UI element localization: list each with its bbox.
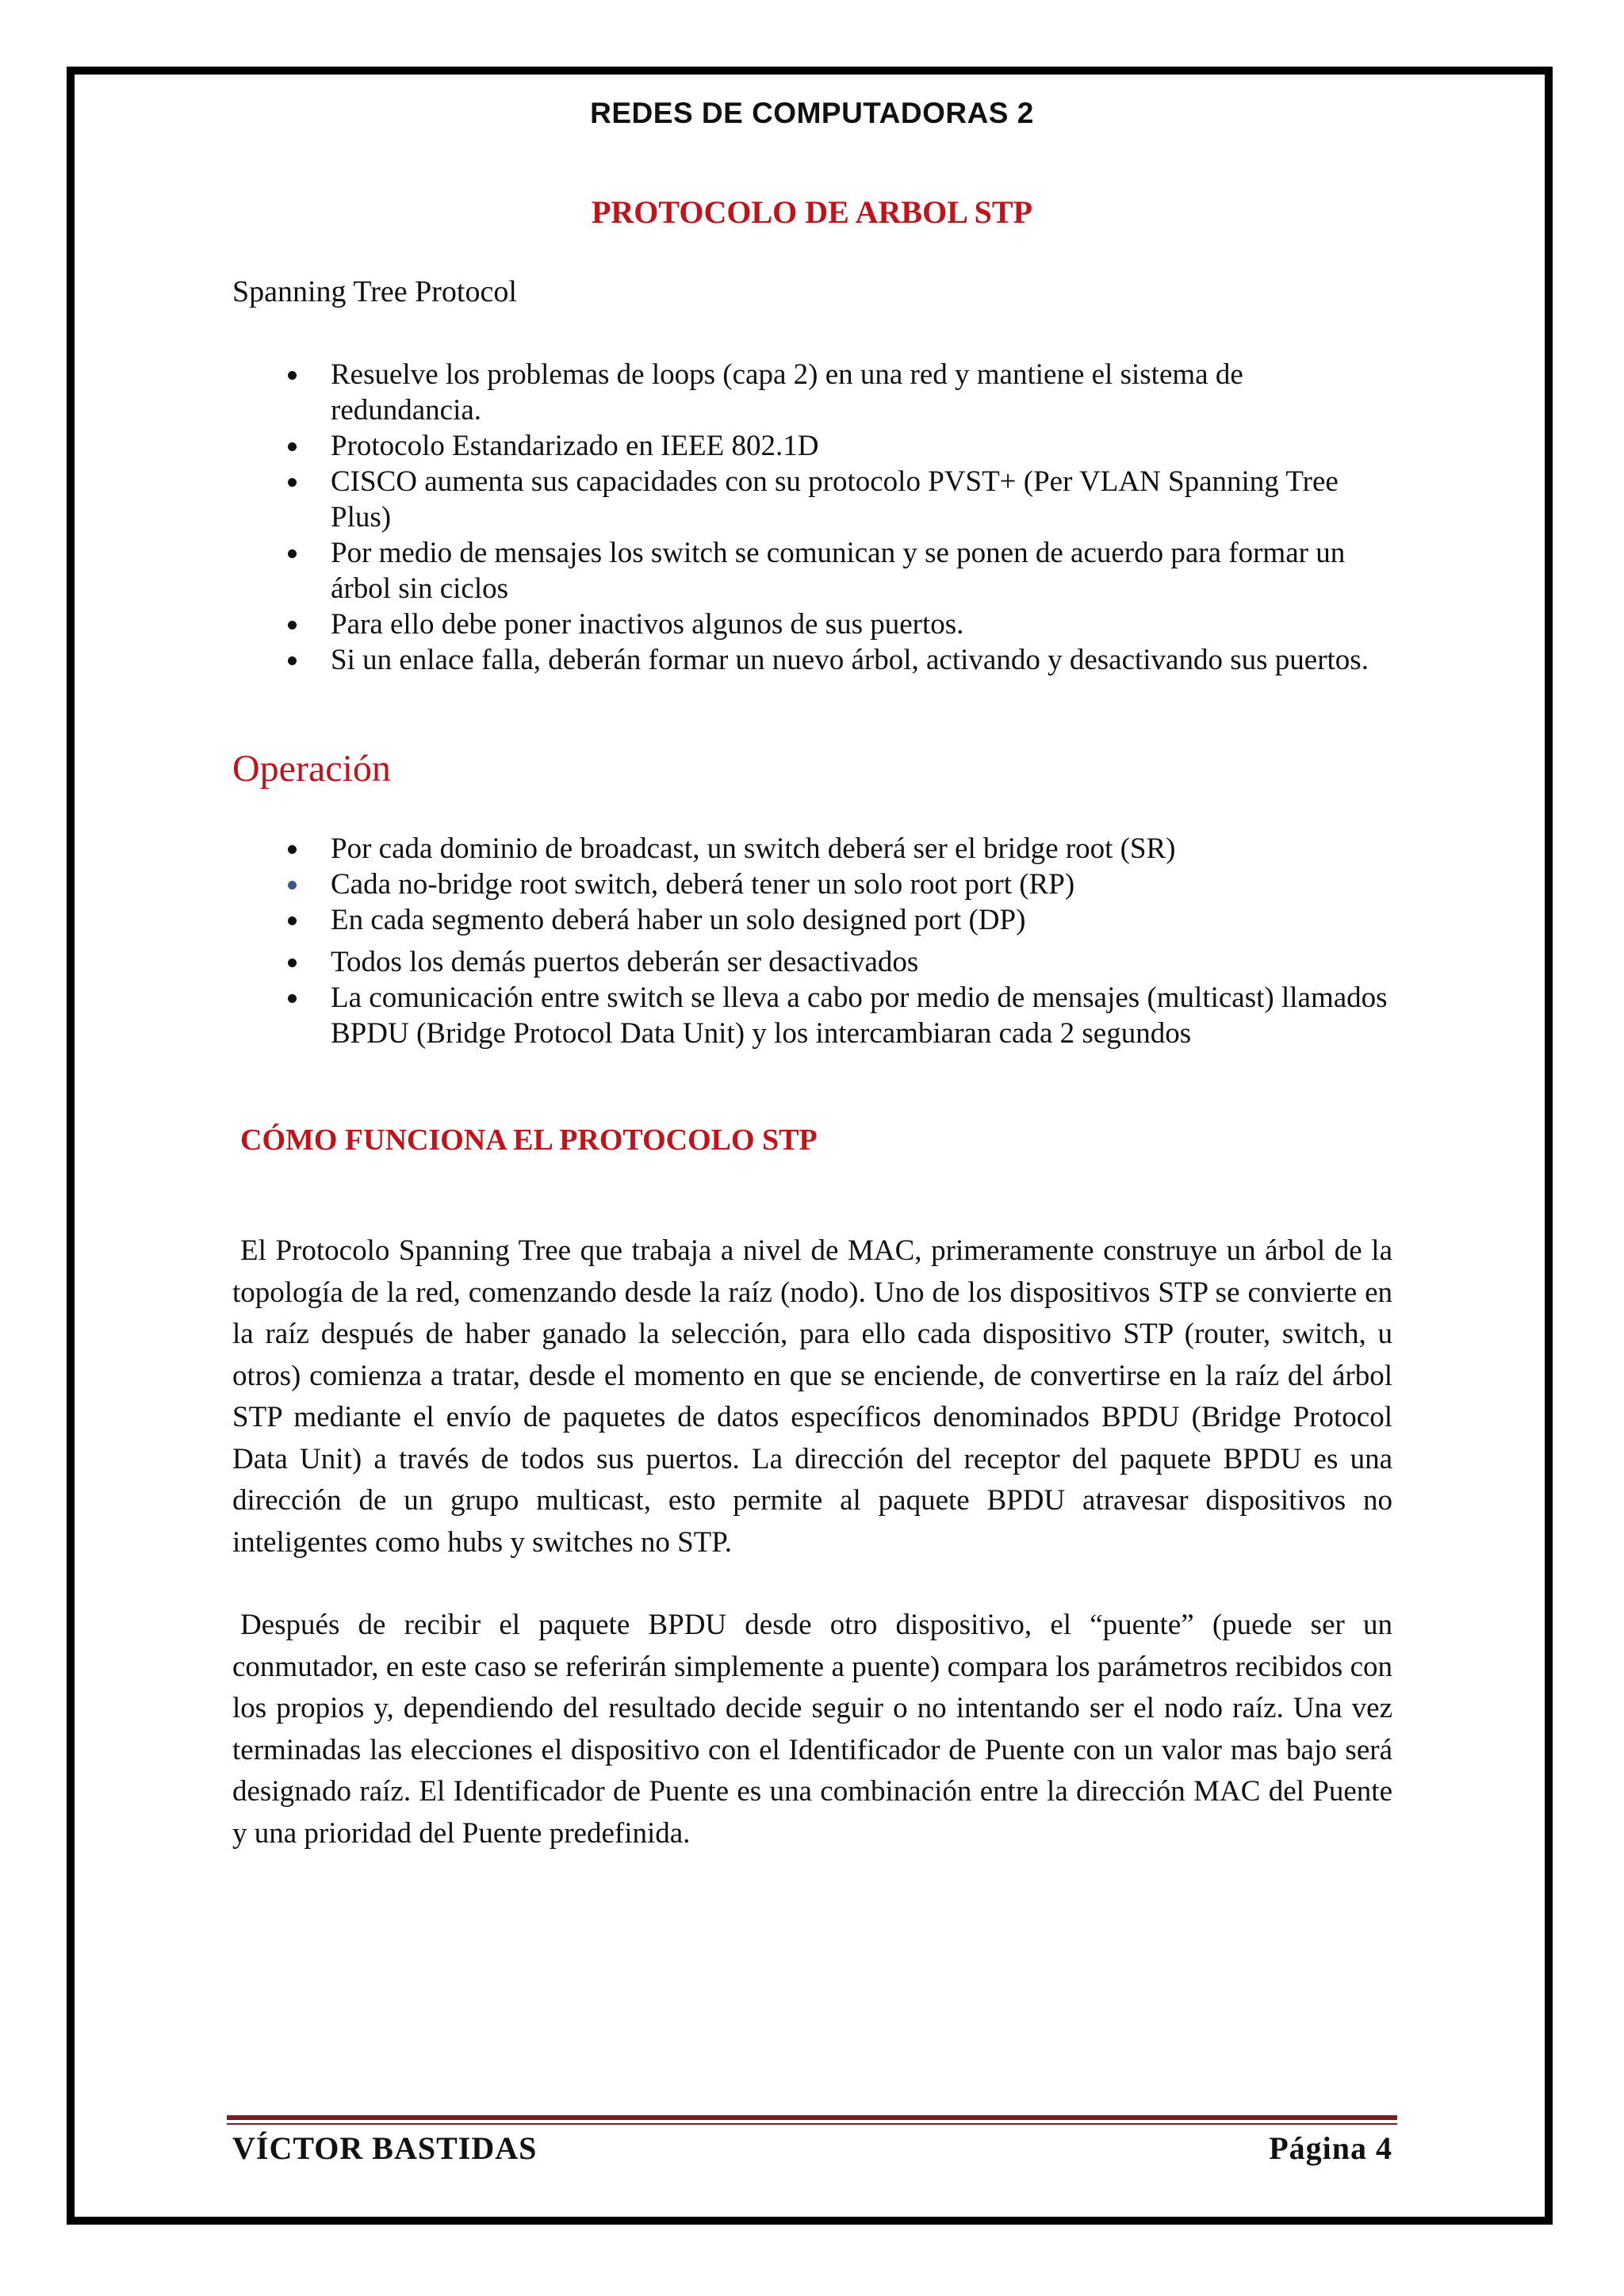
list-item: Protocolo Estandarizado en IEEE 802.1D (232, 428, 1390, 464)
operation-heading: Operación (232, 748, 391, 790)
how-it-works-heading: CÓMO FUNCIONA EL PROTOCOLO STP (240, 1123, 818, 1157)
footer-author: VÍCTOR BASTIDAS (232, 2130, 538, 2166)
footer-page-number: Página 4 (1269, 2130, 1392, 2166)
document-subtitle: Spanning Tree Protocol (232, 275, 517, 308)
list-item: Cada no-bridge root switch, deberá tener un solo root port (RP) (232, 867, 1390, 902)
list-item: Por medio de mensajes los switch se comunican y se ponen de acuerdo para formar un árbol sin ciclos (232, 535, 1390, 607)
list-item: Resuelve los problemas de loops (capa 2) en una red y mantiene el sistema de redundancia. (232, 357, 1390, 428)
operation-bullet-list (232, 831, 1390, 1051)
list-item: En cada segmento deberá haber un solo designed port (DP) (232, 902, 1390, 938)
list-item: Si un enlace falla, deberán formar un nuevo árbol, activando y desactivando sus puertos. (232, 642, 1390, 678)
list-item: Para ello debe poner inactivos algunos de sus puertos. (232, 607, 1390, 642)
paragraph: Después de recibir el paquete BPDU desde otro dispositivo, el “puente” (puede ser un conmutador, en este caso se referirán simplemente a puente) compara los parámetros recibidos con los propios y, dependiendo del resultado decide seguir o no intentando ser el nodo raíz. Una vez terminadas las elecciones el dispositivo con el Identificador de Puente con un valor mas bajo será designado raíz. El Identificador de Puente es una combinación entre la dirección MAC del Puente y una prioridad del Puente predefinida. (232, 1609, 1392, 1850)
list-item: CISCO aumenta sus capacidades con su protocolo PVST+ (Per VLAN Spanning Tree Plus) (232, 464, 1390, 535)
list-item: La comunicación entre switch se lleva a cabo por medio de mensajes (multicast) llamados BPDU (Bridge Protocol Data Unit) y los intercambiaran cada 2 segundos (232, 980, 1390, 1051)
document-title: PROTOCOLO DE ARBOL STP (591, 194, 1033, 230)
footer-divider-thin (227, 2123, 1397, 2125)
list-item: Todos los demás puertos deberán ser desactivados (232, 944, 1390, 980)
running-header: REDES DE COMPUTADORAS 2 (590, 97, 1034, 129)
list-item: Por cada dominio de broadcast, un switch deberá ser el bridge root (SR) (232, 831, 1390, 867)
footer-divider (227, 2115, 1397, 2120)
paragraph: El Protocolo Spanning Tree que trabaja a nivel de MAC, primeramente construye un árbol de la topología de la red, comenzando desde la raíz (nodo). Uno de los dispositivos STP se convierte en la raíz después de haber ganado la selección, para ello cada dispositivo STP (router, switch, u otros) comienza a tratar, desde el momento en que se enciende, de convertirse en la raíz del árbol STP mediante el envío de paquetes de datos específicos denominados BPDU (Bridge Protocol Data Unit) a través de todos sus puertos. La dirección del receptor del paquete BPDU es una dirección de un grupo multicast, esto permite al paquete BPDU atravesar dispositivos no inteligentes como hubs y switches no STP. (232, 1234, 1392, 1559)
intro-bullet-list (232, 357, 1390, 678)
